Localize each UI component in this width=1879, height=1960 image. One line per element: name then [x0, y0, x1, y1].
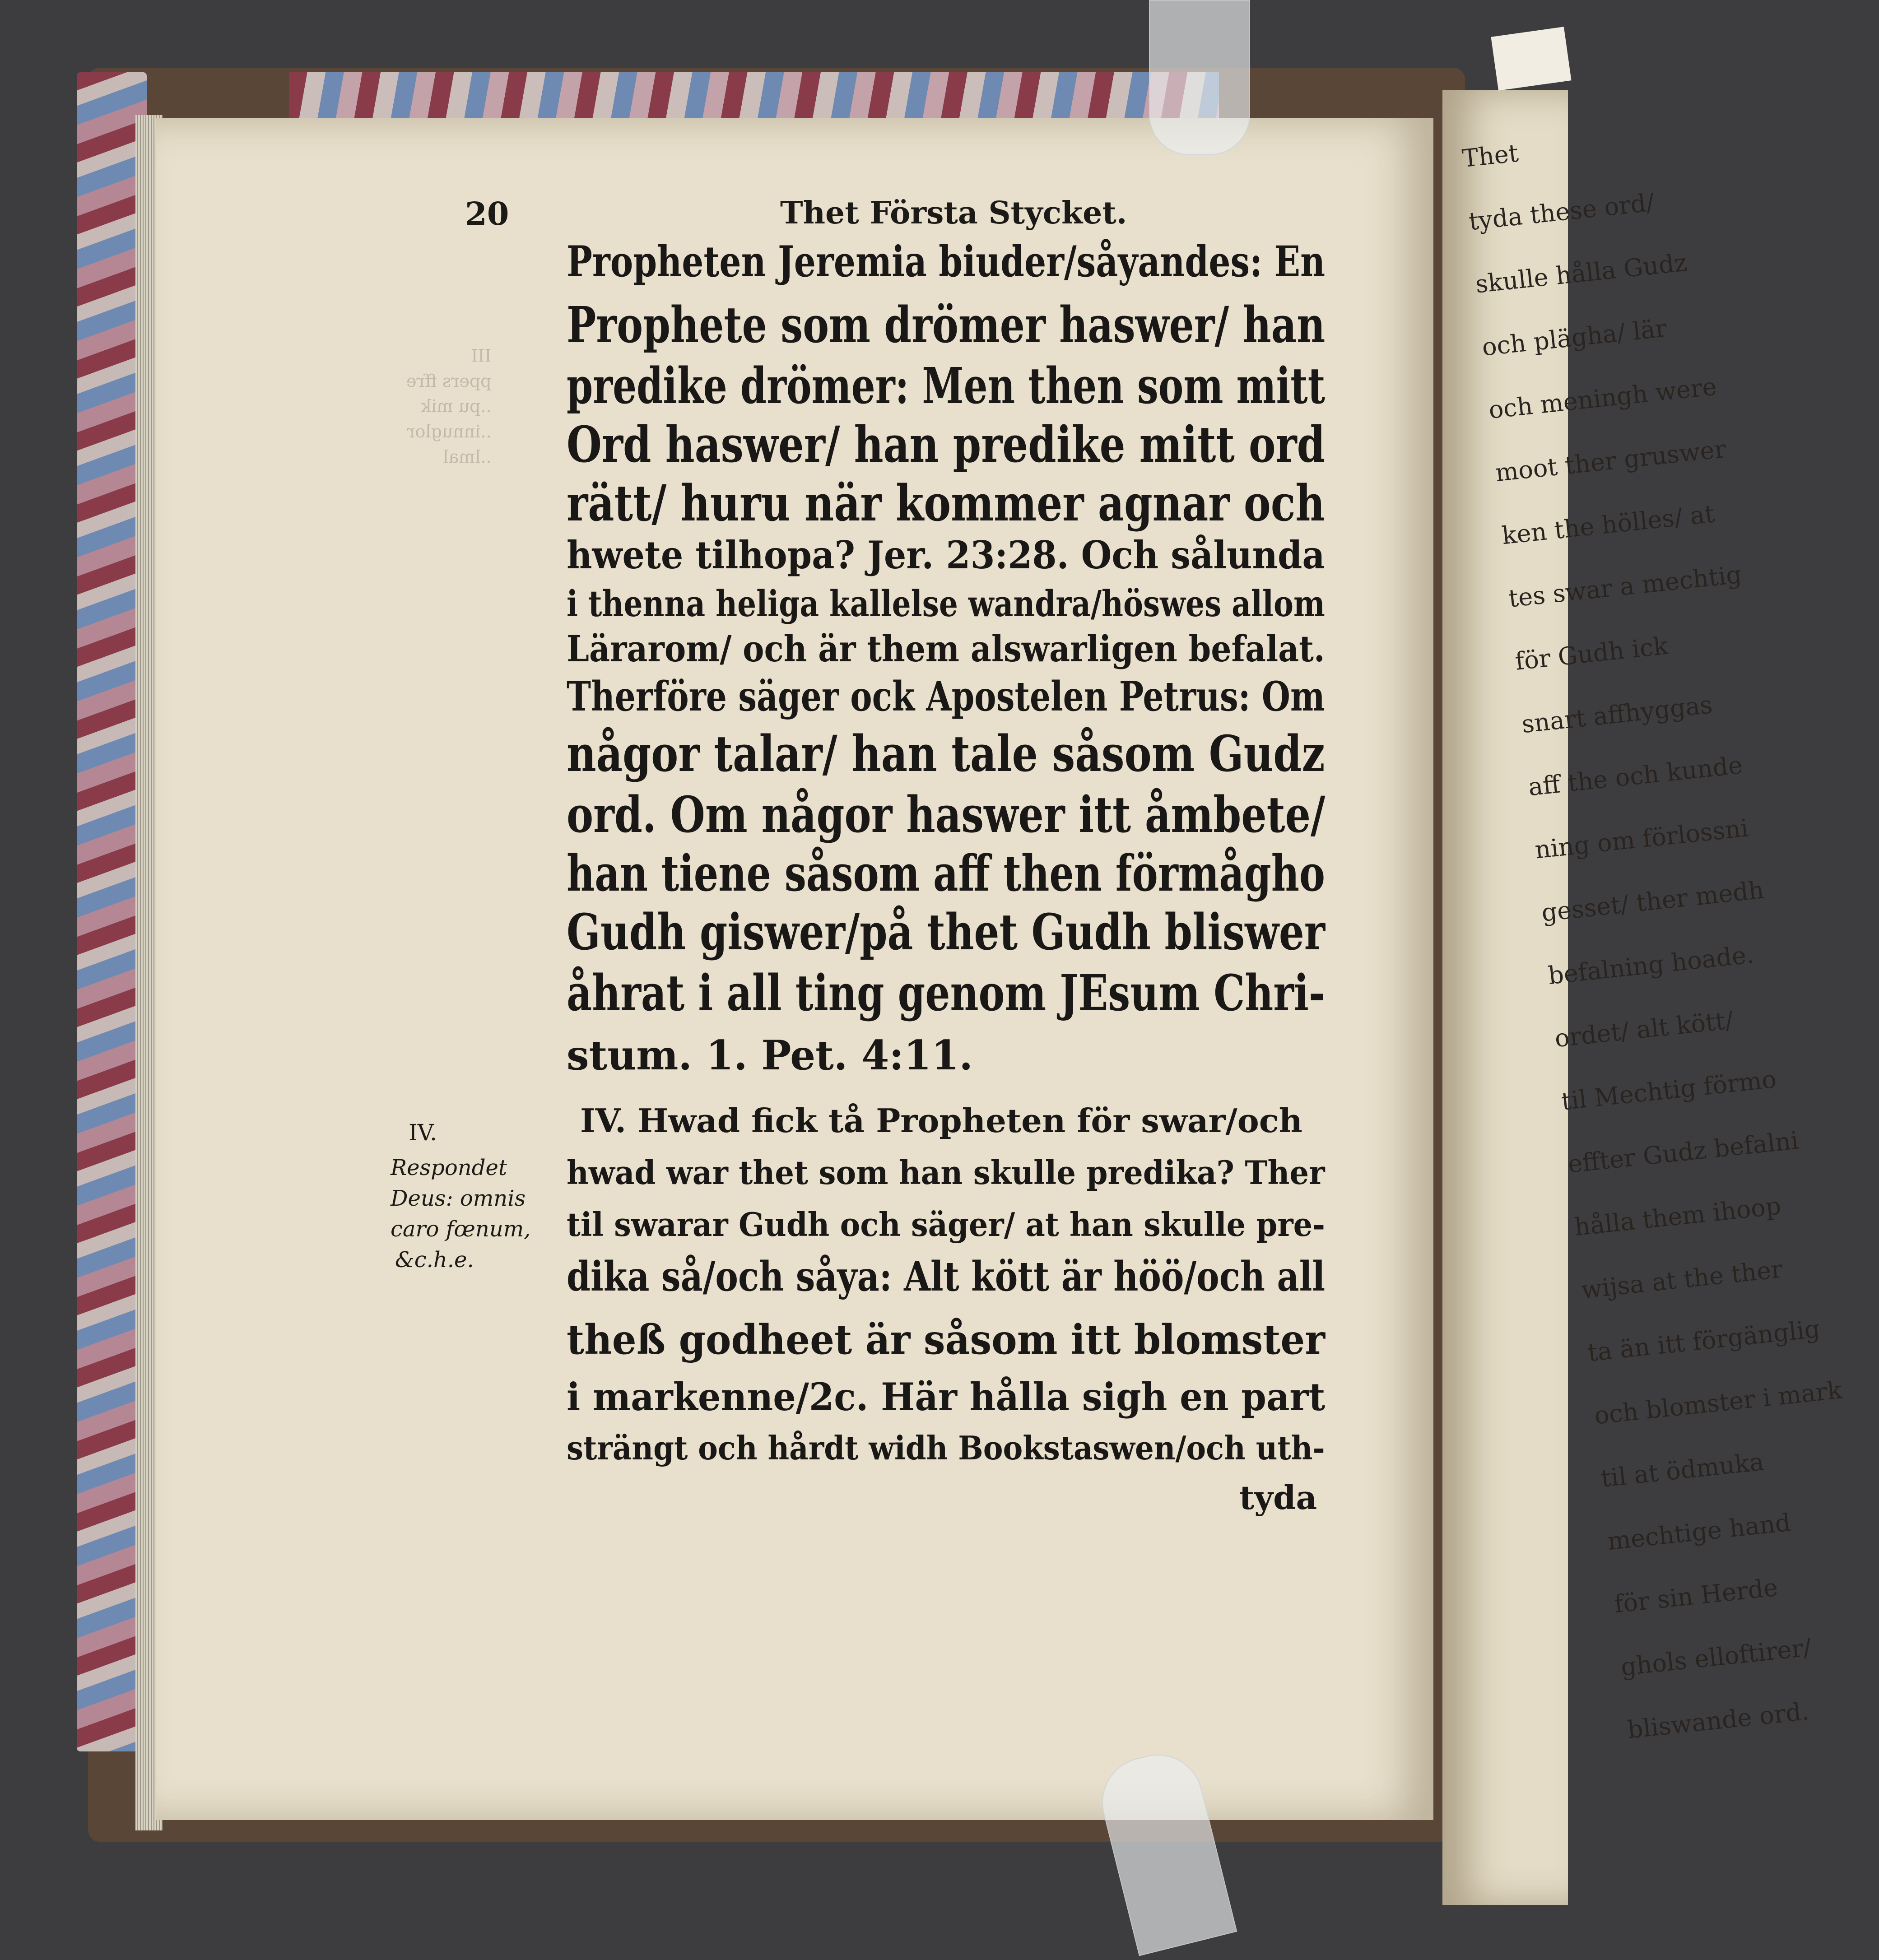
text-line: IV. Hwad fick tå Propheten för swar/och: [580, 1101, 1302, 1140]
facing-text-line: mechtige hand: [1606, 1508, 1792, 1556]
facing-text-line: wijsa at the ther: [1580, 1254, 1784, 1305]
page-holder-top: [1149, 0, 1250, 155]
text-line: Lärarom/ och är them alswarligen befalat.: [567, 627, 1325, 670]
facing-text-line: för sin Herde: [1613, 1573, 1779, 1619]
facing-text-line: befalning hoade.: [1547, 940, 1755, 990]
text-line: åhrat i all ting genom JEsum Chri-: [567, 964, 1325, 1022]
text-line: ord. Om någor haswer itt åmbete/: [567, 785, 1326, 844]
facing-text-line: til Mechtig förmo: [1560, 1064, 1778, 1116]
facing-text-line: til at ödmuka: [1600, 1447, 1766, 1493]
facing-text-line: för Gudh ick: [1513, 631, 1670, 676]
margin-note-line: IV.: [409, 1119, 437, 1146]
margin-note-line: Respondet: [391, 1155, 507, 1180]
text-line: theß godheet är såsom itt blomster: [567, 1316, 1326, 1364]
facing-page-fragments: [1442, 77, 1844, 1770]
text-line: rätt/ huru när kommer agnar och: [567, 474, 1325, 532]
running-head: Thet Första Stycket.: [780, 195, 1127, 231]
facing-text-line: gesset/ ther medh: [1540, 875, 1766, 927]
marbled-endpaper-top: [289, 72, 1219, 120]
facing-text-line: skulle hålla Gudz: [1474, 248, 1688, 299]
facing-text-line: och meningh were: [1487, 372, 1718, 424]
facing-text-line: ning om förlossni: [1533, 813, 1750, 864]
text-line: Ord haswer/ han predike mitt ord: [567, 415, 1326, 474]
text-line: dika så/och såya: Alt kött är höö/och all: [567, 1253, 1326, 1300]
facing-text-line: moot ther gruswer: [1493, 434, 1728, 488]
facing-text-line: effter Gudz befalni: [1566, 1126, 1800, 1179]
text-line: Propheten Jeremia biuder/såyandes: En: [567, 237, 1326, 287]
text-line: tyda: [1239, 1478, 1317, 1517]
text-line: någor talar/ han tale såsom Gudz: [567, 725, 1325, 783]
facing-text-line: ken the hölles/ at: [1500, 499, 1716, 550]
facing-text-line: snart affhyggas: [1520, 690, 1714, 739]
facing-text-line: Thet: [1460, 139, 1520, 173]
facing-text-line: tyda these ord/: [1467, 188, 1656, 236]
show-through-text: III ppers ffre ..pu mik ..innuglor ..lmal: [406, 346, 492, 467]
text-line: til swarar Gudh och säger/ at han skulle pre-: [567, 1205, 1325, 1244]
text-line: strängt och hårdt widh Bookstaswen/och uth-: [567, 1429, 1325, 1467]
facing-text-line: och blomster i mark: [1593, 1375, 1844, 1430]
right-page: [1442, 90, 1844, 1905]
facing-text-line: aff the och kunde: [1527, 750, 1744, 802]
text-line: stum. 1. Pet. 4:11.: [567, 1031, 973, 1079]
page-number: 20: [465, 195, 509, 232]
text-line: Gudh giswer/på thet Gudh bliswer: [567, 903, 1326, 961]
text-line: i thenna heliga kallelse wandra/höswes allom: [567, 582, 1325, 625]
facing-text-line: och plägha/ lär: [1480, 314, 1668, 362]
shelf-label: [1491, 27, 1571, 91]
facing-text-line: ghols elloftirer/: [1619, 1633, 1813, 1681]
text-line: hwete tilhopa? Jer. 23:28. Och sålunda: [567, 533, 1325, 577]
text-line: Prophete som drömer haswer/ han: [567, 296, 1326, 354]
facing-text-line: ta än itt förgänglig: [1586, 1314, 1822, 1367]
text-line: Therföre säger ock Apostelen Petrus: Om: [567, 673, 1325, 720]
margin-note-line: caro fœnum,: [391, 1217, 531, 1242]
facing-text-line: ordet/ alt kött/: [1553, 1006, 1735, 1053]
text-line: predike drömer: Men then som mitt: [567, 357, 1326, 415]
margin-note-line: &c.h.e.: [395, 1247, 474, 1273]
text-line: hwad war thet som han skulle predika? Ther: [567, 1153, 1325, 1192]
facing-text-line: bliswande ord.: [1626, 1697, 1810, 1744]
facing-text-line: tes swar a mechtig: [1507, 560, 1743, 613]
text-line: han tiene såsom aff then förmågho: [567, 844, 1326, 902]
text-line: i markenne/2c. Här hålla sigh en part: [567, 1375, 1326, 1419]
margin-note-line: Deus: omnis: [391, 1186, 526, 1211]
facing-text-line: hålla them ihoop: [1573, 1191, 1782, 1242]
